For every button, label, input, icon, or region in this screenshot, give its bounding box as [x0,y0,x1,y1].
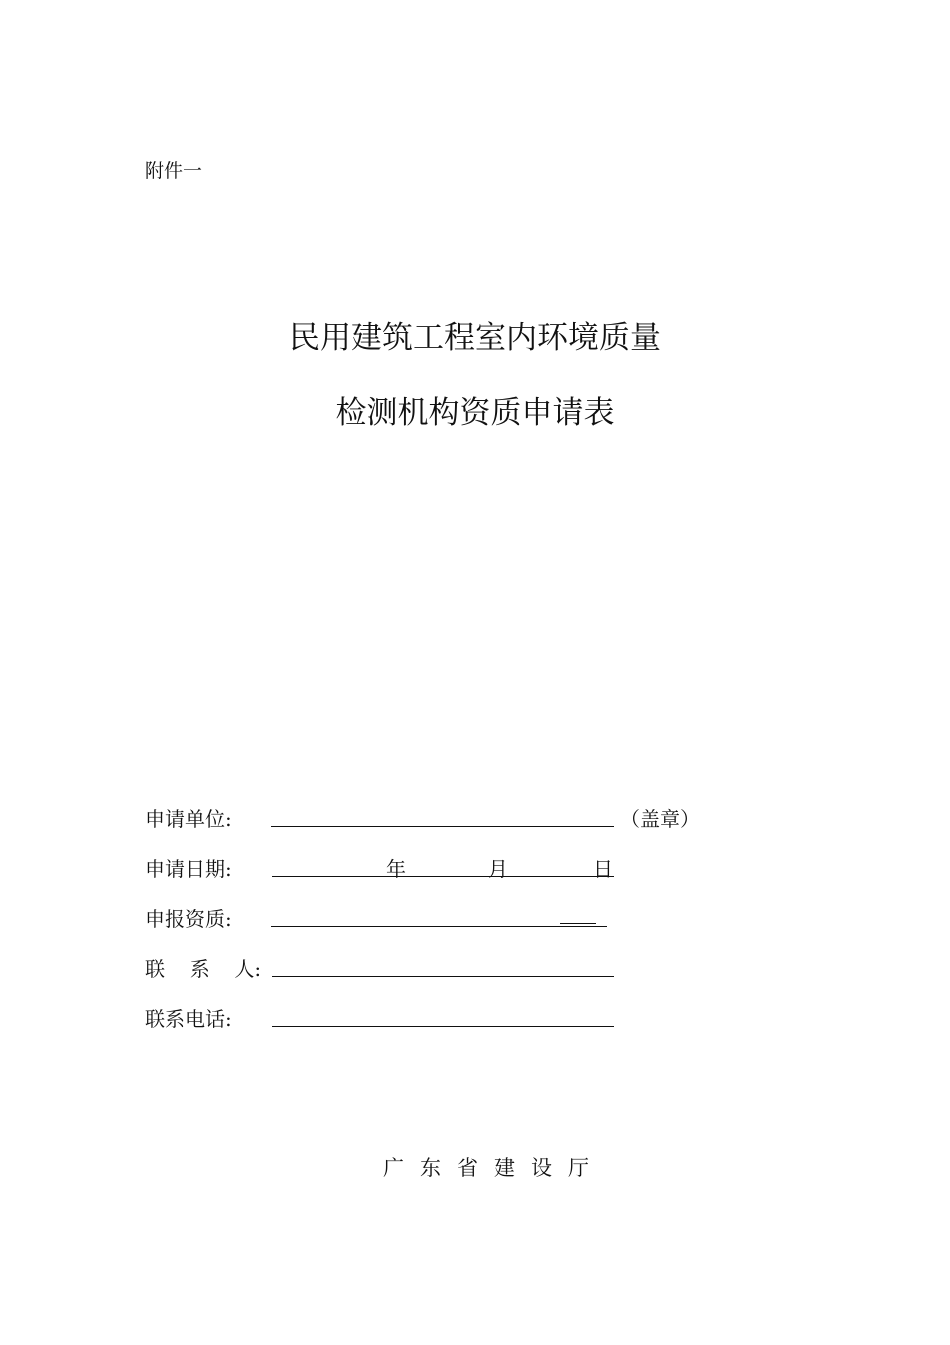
applicant-unit-label: 申请单位: [145,807,232,831]
document-title-line-1: 民用建筑工程室内环境质量 [289,320,661,356]
applicant-unit-field[interactable] [271,826,614,827]
qualification-label: 申报资质: [145,907,232,931]
apply-date-label: 申请日期: [145,857,232,881]
qualification-field[interactable] [271,926,607,927]
contact-person-label: 联 系 人: [145,957,262,981]
contact-phone-field[interactable] [272,1026,614,1027]
contact-phone-label: 联系电话: [145,1007,232,1031]
attachment-label: 附件一 [145,160,203,182]
seal-note: （盖章） [620,807,700,831]
date-year-label: 年 [386,857,406,881]
document-title-line-2: 检测机构资质申请表 [335,395,615,431]
qualification-field-line-segment [560,923,596,924]
issuing-authority: 广东省建设厅 [383,1156,605,1180]
date-day-label: 日 [593,857,613,881]
apply-date-field[interactable] [272,876,614,877]
date-month-label: 月 [488,857,508,881]
contact-person-field[interactable] [272,976,614,977]
